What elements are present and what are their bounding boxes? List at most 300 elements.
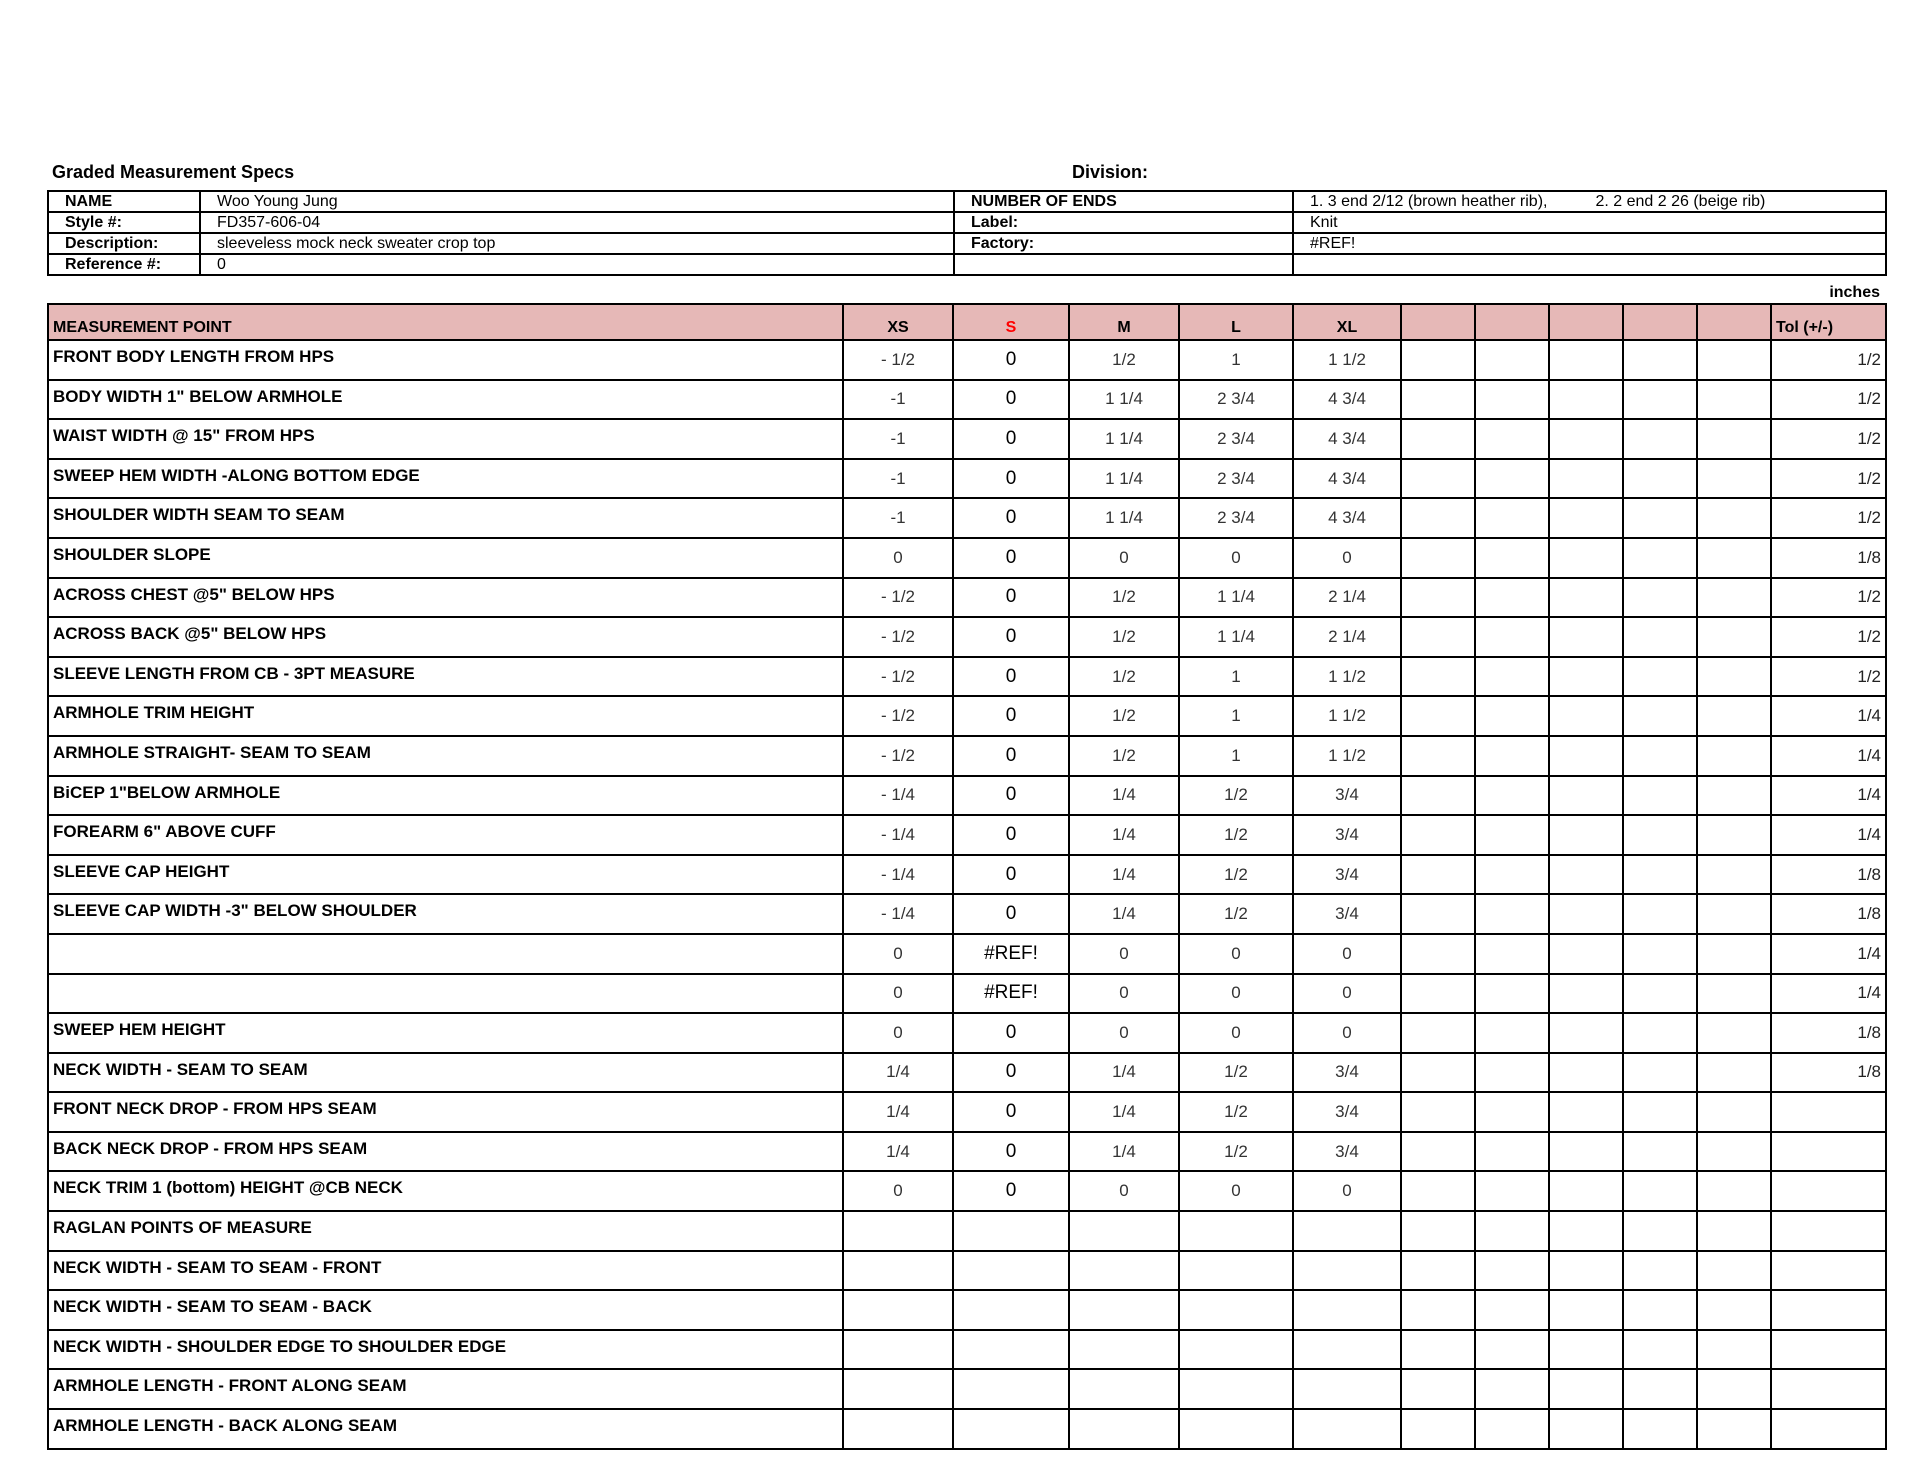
empty-cell[interactable] [1401, 459, 1475, 499]
size-value-cell[interactable] [953, 1369, 1069, 1409]
empty-cell[interactable] [1549, 1053, 1623, 1093]
empty-cell[interactable] [1623, 1171, 1697, 1211]
measurement-point-name[interactable]: NECK WIDTH - SEAM TO SEAM - BACK [48, 1290, 843, 1330]
empty-cell[interactable] [1623, 1053, 1697, 1093]
empty-cell[interactable] [1549, 736, 1623, 776]
size-value-cell[interactable]: 0 [1069, 1013, 1179, 1053]
empty-cell[interactable] [1475, 578, 1549, 618]
empty-cell[interactable] [1475, 815, 1549, 855]
empty-cell[interactable] [1549, 459, 1623, 499]
measurement-point-name[interactable]: FOREARM 6" ABOVE CUFF [48, 815, 843, 855]
empty-cell[interactable] [1697, 459, 1771, 499]
empty-cell[interactable] [1623, 498, 1697, 538]
empty-cell[interactable] [1549, 1290, 1623, 1330]
size-value-cell[interactable]: -1 [843, 459, 953, 499]
empty-cell[interactable] [1697, 578, 1771, 618]
empty-cell[interactable] [1623, 340, 1697, 380]
empty-cell[interactable] [1401, 1211, 1475, 1251]
empty-cell[interactable] [1549, 1013, 1623, 1053]
measurement-point-name[interactable]: SLEEVE CAP HEIGHT [48, 855, 843, 895]
empty-cell[interactable] [1475, 1211, 1549, 1251]
size-value-cell[interactable]: 1 1/2 [1293, 736, 1401, 776]
size-value-cell[interactable]: #REF! [953, 974, 1069, 1014]
size-value-cell[interactable]: - 1/4 [843, 776, 953, 816]
name-value[interactable]: Woo Young Jung [200, 191, 954, 212]
size-value-cell[interactable] [953, 1211, 1069, 1251]
tolerance-cell[interactable]: 1/8 [1771, 894, 1886, 934]
empty-cell[interactable] [1549, 1211, 1623, 1251]
empty-cell[interactable] [1401, 815, 1475, 855]
size-value-cell[interactable]: 0 [843, 1171, 953, 1211]
size-value-cell[interactable]: 2 3/4 [1179, 498, 1293, 538]
size-value-cell[interactable] [1069, 1211, 1179, 1251]
empty-cell[interactable] [1697, 380, 1771, 420]
empty-cell[interactable] [1623, 1251, 1697, 1291]
size-value-cell[interactable]: 1/4 [1069, 815, 1179, 855]
empty-cell[interactable] [1401, 1251, 1475, 1291]
empty-cell[interactable] [1623, 657, 1697, 697]
size-value-cell[interactable]: 0 [1179, 1171, 1293, 1211]
tolerance-cell[interactable]: 1/4 [1771, 736, 1886, 776]
empty-cell[interactable] [1475, 1290, 1549, 1330]
size-value-cell[interactable]: 1/2 [1179, 1132, 1293, 1172]
ends-value[interactable] [1293, 191, 1886, 212]
size-value-cell[interactable] [953, 1290, 1069, 1330]
empty-cell[interactable] [1623, 380, 1697, 420]
empty-cell[interactable] [1401, 736, 1475, 776]
size-value-cell[interactable]: 1 [1179, 657, 1293, 697]
empty-cell[interactable] [1697, 657, 1771, 697]
empty-cell[interactable] [1623, 1290, 1697, 1330]
empty-cell[interactable] [1293, 254, 1886, 275]
empty-cell[interactable] [1401, 498, 1475, 538]
empty-cell[interactable] [1549, 974, 1623, 1014]
size-value-cell[interactable]: 4 3/4 [1293, 459, 1401, 499]
size-value-cell[interactable]: 0 [1069, 1171, 1179, 1211]
tolerance-cell[interactable] [1771, 1132, 1886, 1172]
tolerance-cell[interactable] [1771, 1409, 1886, 1449]
size-value-cell[interactable]: 0 [953, 1013, 1069, 1053]
tolerance-cell[interactable]: 1/4 [1771, 815, 1886, 855]
empty-cell[interactable] [1475, 696, 1549, 736]
size-value-cell[interactable]: 0 [953, 340, 1069, 380]
size-value-cell[interactable]: 1/2 [1069, 578, 1179, 618]
size-value-cell[interactable]: 1 1/4 [1179, 617, 1293, 657]
size-value-cell[interactable]: 3/4 [1293, 894, 1401, 934]
empty-cell[interactable] [1697, 1053, 1771, 1093]
empty-cell[interactable] [1475, 974, 1549, 1014]
size-value-cell[interactable]: 0 [843, 1013, 953, 1053]
size-value-cell[interactable] [1179, 1211, 1293, 1251]
empty-cell[interactable] [1549, 894, 1623, 934]
measurement-point-name[interactable]: NECK WIDTH - SHOULDER EDGE TO SHOULDER EDGE [48, 1330, 843, 1370]
empty-cell[interactable] [1401, 1290, 1475, 1330]
size-value-cell[interactable] [843, 1251, 953, 1291]
empty-cell[interactable] [1475, 459, 1549, 499]
empty-cell[interactable] [1475, 1251, 1549, 1291]
reference-value[interactable]: 0 [200, 254, 954, 275]
tolerance-cell[interactable]: 1/2 [1771, 419, 1886, 459]
measurement-point-name[interactable]: SHOULDER SLOPE [48, 538, 843, 578]
measurement-point-name[interactable]: SWEEP HEM HEIGHT [48, 1013, 843, 1053]
empty-cell[interactable] [1549, 1092, 1623, 1132]
empty-cell[interactable] [1697, 617, 1771, 657]
size-value-cell[interactable]: 1/4 [1069, 1053, 1179, 1093]
tolerance-cell[interactable] [1771, 1211, 1886, 1251]
size-value-cell[interactable]: 1/2 [1069, 340, 1179, 380]
size-value-cell[interactable]: 1/2 [1179, 855, 1293, 895]
tolerance-cell[interactable]: 1/8 [1771, 1053, 1886, 1093]
empty-cell[interactable] [1401, 1013, 1475, 1053]
tolerance-cell[interactable] [1771, 1369, 1886, 1409]
size-value-cell[interactable]: 3/4 [1293, 1092, 1401, 1132]
size-value-cell[interactable]: 1/4 [843, 1092, 953, 1132]
empty-cell[interactable] [954, 254, 1293, 275]
size-value-cell[interactable]: 1 1/4 [1069, 459, 1179, 499]
measurement-point-name[interactable]: ARMHOLE LENGTH - BACK ALONG SEAM [48, 1409, 843, 1449]
empty-cell[interactable] [1401, 380, 1475, 420]
empty-cell[interactable] [1697, 974, 1771, 1014]
tolerance-cell[interactable]: 1/8 [1771, 538, 1886, 578]
empty-cell[interactable] [1401, 538, 1475, 578]
measurement-point-name[interactable]: SLEEVE LENGTH FROM CB - 3PT MEASURE [48, 657, 843, 697]
size-value-cell[interactable]: 3/4 [1293, 1053, 1401, 1093]
empty-cell[interactable] [1401, 1053, 1475, 1093]
empty-cell[interactable] [1697, 1171, 1771, 1211]
empty-cell[interactable] [1697, 498, 1771, 538]
size-value-cell[interactable]: 1/2 [1179, 1092, 1293, 1132]
measurement-point-name[interactable]: FRONT BODY LENGTH FROM HPS [48, 340, 843, 380]
tolerance-cell[interactable]: 1/4 [1771, 974, 1886, 1014]
measurement-point-name[interactable]: SHOULDER WIDTH SEAM TO SEAM [48, 498, 843, 538]
size-value-cell[interactable]: 1/2 [1069, 736, 1179, 776]
factory-value[interactable]: #REF! [1293, 233, 1886, 254]
size-value-cell[interactable]: 0 [953, 1092, 1069, 1132]
empty-cell[interactable] [1623, 1132, 1697, 1172]
empty-cell[interactable] [1623, 894, 1697, 934]
size-value-cell[interactable]: 0 [953, 1053, 1069, 1093]
size-value-cell[interactable]: 1/2 [1069, 657, 1179, 697]
size-value-cell[interactable] [1293, 1211, 1401, 1251]
empty-cell[interactable] [1475, 776, 1549, 816]
empty-cell[interactable] [1623, 696, 1697, 736]
size-value-cell[interactable]: 1 [1179, 340, 1293, 380]
empty-cell[interactable] [1549, 815, 1623, 855]
size-value-cell[interactable]: 0 [953, 498, 1069, 538]
size-value-cell[interactable]: 0 [953, 459, 1069, 499]
empty-cell[interactable] [1549, 1171, 1623, 1211]
size-value-cell[interactable] [843, 1290, 953, 1330]
empty-cell[interactable] [1623, 736, 1697, 776]
tolerance-cell[interactable] [1771, 1251, 1886, 1291]
measurement-point-name[interactable]: NECK TRIM 1 (bottom) HEIGHT @CB NECK [48, 1171, 843, 1211]
size-value-cell[interactable]: 0 [1069, 538, 1179, 578]
size-value-cell[interactable] [1069, 1369, 1179, 1409]
size-value-cell[interactable]: 0 [953, 1132, 1069, 1172]
size-value-cell[interactable]: #REF! [953, 934, 1069, 974]
size-value-cell[interactable]: 0 [953, 815, 1069, 855]
label-value[interactable]: Knit [1293, 212, 1886, 233]
empty-cell[interactable] [1475, 1171, 1549, 1211]
empty-cell[interactable] [1697, 1013, 1771, 1053]
empty-cell[interactable] [1475, 657, 1549, 697]
empty-cell[interactable] [1697, 1409, 1771, 1449]
empty-cell[interactable] [1623, 815, 1697, 855]
size-value-cell[interactable]: 0 [1179, 974, 1293, 1014]
tolerance-cell[interactable] [1771, 1330, 1886, 1370]
size-value-cell[interactable]: 3/4 [1293, 855, 1401, 895]
empty-cell[interactable] [1475, 498, 1549, 538]
size-value-cell[interactable]: 1 1/2 [1293, 696, 1401, 736]
empty-cell[interactable] [1475, 419, 1549, 459]
empty-cell[interactable] [1475, 1409, 1549, 1449]
empty-cell[interactable] [1623, 459, 1697, 499]
size-value-cell[interactable]: 1 1/2 [1293, 657, 1401, 697]
empty-cell[interactable] [1549, 934, 1623, 974]
empty-cell[interactable] [1475, 538, 1549, 578]
empty-cell[interactable] [1549, 1251, 1623, 1291]
empty-cell[interactable] [1401, 1171, 1475, 1211]
tolerance-cell[interactable]: 1/2 [1771, 459, 1886, 499]
measurement-point-name[interactable]: BACK NECK DROP - FROM HPS SEAM [48, 1132, 843, 1172]
empty-cell[interactable] [1623, 855, 1697, 895]
size-value-cell[interactable]: -1 [843, 380, 953, 420]
size-value-cell[interactable]: 0 [953, 657, 1069, 697]
size-value-cell[interactable] [1069, 1251, 1179, 1291]
size-value-cell[interactable] [843, 1211, 953, 1251]
empty-cell[interactable] [1475, 855, 1549, 895]
size-value-cell[interactable]: 1/4 [1069, 855, 1179, 895]
empty-cell[interactable] [1475, 736, 1549, 776]
size-value-cell[interactable]: 0 [1069, 934, 1179, 974]
empty-cell[interactable] [1475, 617, 1549, 657]
measurement-point-name[interactable]: SWEEP HEM WIDTH -ALONG BOTTOM EDGE [48, 459, 843, 499]
measurement-point-name[interactable]: BODY WIDTH 1" BELOW ARMHOLE [48, 380, 843, 420]
empty-cell[interactable] [1475, 934, 1549, 974]
empty-cell[interactable] [1401, 974, 1475, 1014]
size-value-cell[interactable]: 0 [843, 538, 953, 578]
size-value-cell[interactable] [1179, 1369, 1293, 1409]
empty-cell[interactable] [1623, 1211, 1697, 1251]
empty-cell[interactable] [1549, 1132, 1623, 1172]
size-value-cell[interactable]: 0 [1293, 974, 1401, 1014]
size-value-cell[interactable] [843, 1369, 953, 1409]
empty-cell[interactable] [1697, 736, 1771, 776]
size-value-cell[interactable] [1293, 1251, 1401, 1291]
size-value-cell[interactable]: 1 [1179, 736, 1293, 776]
empty-cell[interactable] [1697, 894, 1771, 934]
tolerance-cell[interactable]: 1/4 [1771, 776, 1886, 816]
size-value-cell[interactable]: 1/2 [1069, 696, 1179, 736]
size-value-cell[interactable]: 1/2 [1179, 776, 1293, 816]
empty-cell[interactable] [1623, 578, 1697, 618]
size-value-cell[interactable]: - 1/2 [843, 736, 953, 776]
measurement-point-name[interactable]: ACROSS BACK @5" BELOW HPS [48, 617, 843, 657]
empty-cell[interactable] [1697, 538, 1771, 578]
size-value-cell[interactable]: 1/4 [1069, 776, 1179, 816]
size-value-cell[interactable]: 1/4 [843, 1053, 953, 1093]
empty-cell[interactable] [1475, 380, 1549, 420]
size-value-cell[interactable]: 1 1/2 [1293, 340, 1401, 380]
empty-cell[interactable] [1623, 974, 1697, 1014]
empty-cell[interactable] [1401, 340, 1475, 380]
size-value-cell[interactable]: 0 [1293, 934, 1401, 974]
size-value-cell[interactable]: 1 1/4 [1069, 498, 1179, 538]
style-value[interactable]: FD357-606-04 [200, 212, 954, 233]
empty-cell[interactable] [1623, 1330, 1697, 1370]
size-value-cell[interactable] [953, 1409, 1069, 1449]
size-value-cell[interactable]: 2 1/4 [1293, 617, 1401, 657]
size-value-cell[interactable] [1293, 1330, 1401, 1370]
size-value-cell[interactable]: 2 3/4 [1179, 459, 1293, 499]
size-value-cell[interactable]: 0 [953, 776, 1069, 816]
size-value-cell[interactable] [1179, 1290, 1293, 1330]
size-value-cell[interactable] [1293, 1409, 1401, 1449]
empty-cell[interactable] [1475, 894, 1549, 934]
size-value-cell[interactable]: 0 [1069, 974, 1179, 1014]
size-value-cell[interactable]: - 1/4 [843, 894, 953, 934]
size-value-cell[interactable]: 0 [953, 578, 1069, 618]
size-value-cell[interactable]: 1/4 [1069, 1092, 1179, 1132]
size-value-cell[interactable]: -1 [843, 419, 953, 459]
empty-cell[interactable] [1401, 1369, 1475, 1409]
measurement-point-name[interactable]: SLEEVE CAP WIDTH -3" BELOW SHOULDER [48, 894, 843, 934]
size-value-cell[interactable]: 1 [1179, 696, 1293, 736]
size-value-cell[interactable]: 3/4 [1293, 815, 1401, 855]
empty-cell[interactable] [1623, 776, 1697, 816]
empty-cell[interactable] [1549, 617, 1623, 657]
empty-cell[interactable] [1549, 696, 1623, 736]
measurement-point-name[interactable]: ARMHOLE TRIM HEIGHT [48, 696, 843, 736]
empty-cell[interactable] [1475, 1092, 1549, 1132]
size-value-cell[interactable]: 1 1/4 [1179, 578, 1293, 618]
empty-cell[interactable] [1475, 1053, 1549, 1093]
size-value-cell[interactable]: 0 [953, 736, 1069, 776]
empty-cell[interactable] [1549, 855, 1623, 895]
size-value-cell[interactable] [1179, 1409, 1293, 1449]
empty-cell[interactable] [1697, 1251, 1771, 1291]
empty-cell[interactable] [1549, 657, 1623, 697]
empty-cell[interactable] [1623, 934, 1697, 974]
measurement-point-name[interactable]: RAGLAN POINTS OF MEASURE [48, 1211, 843, 1251]
empty-cell[interactable] [1697, 1290, 1771, 1330]
tolerance-cell[interactable]: 1/2 [1771, 617, 1886, 657]
empty-cell[interactable] [1697, 1132, 1771, 1172]
empty-cell[interactable] [1475, 1330, 1549, 1370]
measurement-point-name[interactable]: WAIST WIDTH @ 15" FROM HPS [48, 419, 843, 459]
size-value-cell[interactable]: 1 1/4 [1069, 419, 1179, 459]
size-value-cell[interactable]: 0 [953, 894, 1069, 934]
tolerance-cell[interactable]: 1/2 [1771, 498, 1886, 538]
size-value-cell[interactable] [1069, 1409, 1179, 1449]
tolerance-cell[interactable]: 1/2 [1771, 340, 1886, 380]
empty-cell[interactable] [1401, 1132, 1475, 1172]
size-value-cell[interactable] [953, 1251, 1069, 1291]
size-value-cell[interactable] [843, 1409, 953, 1449]
size-value-cell[interactable] [1179, 1330, 1293, 1370]
size-value-cell[interactable]: 0 [1179, 538, 1293, 578]
size-value-cell[interactable]: 0 [843, 974, 953, 1014]
measurement-point-name[interactable]: NECK WIDTH - SEAM TO SEAM [48, 1053, 843, 1093]
size-value-cell[interactable]: 4 3/4 [1293, 380, 1401, 420]
empty-cell[interactable] [1623, 617, 1697, 657]
empty-cell[interactable] [1475, 1013, 1549, 1053]
empty-cell[interactable] [1401, 1330, 1475, 1370]
empty-cell[interactable] [1697, 419, 1771, 459]
size-value-cell[interactable]: 0 [953, 419, 1069, 459]
size-value-cell[interactable]: 1 1/4 [1069, 380, 1179, 420]
size-value-cell[interactable]: 2 1/4 [1293, 578, 1401, 618]
empty-cell[interactable] [1475, 1132, 1549, 1172]
empty-cell[interactable] [1697, 1369, 1771, 1409]
size-value-cell[interactable]: - 1/2 [843, 696, 953, 736]
size-value-cell[interactable]: - 1/4 [843, 815, 953, 855]
size-value-cell[interactable]: - 1/2 [843, 617, 953, 657]
size-value-cell[interactable]: 2 3/4 [1179, 419, 1293, 459]
size-value-cell[interactable]: 0 [953, 538, 1069, 578]
size-value-cell[interactable]: 1/2 [1069, 617, 1179, 657]
empty-cell[interactable] [1697, 696, 1771, 736]
empty-cell[interactable] [1401, 1409, 1475, 1449]
size-value-cell[interactable]: 0 [953, 380, 1069, 420]
size-value-cell[interactable]: 3/4 [1293, 776, 1401, 816]
empty-cell[interactable] [1401, 934, 1475, 974]
tolerance-cell[interactable]: 1/2 [1771, 578, 1886, 618]
empty-cell[interactable] [1401, 617, 1475, 657]
size-value-cell[interactable]: 0 [1293, 1013, 1401, 1053]
tolerance-cell[interactable]: 1/4 [1771, 696, 1886, 736]
measurement-point-name[interactable]: ARMHOLE LENGTH - FRONT ALONG SEAM [48, 1369, 843, 1409]
tolerance-cell[interactable]: 1/8 [1771, 1013, 1886, 1053]
empty-cell[interactable] [1697, 934, 1771, 974]
tolerance-cell[interactable]: 1/8 [1771, 855, 1886, 895]
measurement-point-name[interactable]: ARMHOLE STRAIGHT- SEAM TO SEAM [48, 736, 843, 776]
empty-cell[interactable] [1401, 696, 1475, 736]
empty-cell[interactable] [1549, 340, 1623, 380]
empty-cell[interactable] [1549, 1409, 1623, 1449]
measurement-point-name[interactable] [48, 974, 843, 1014]
size-value-cell[interactable]: 1/2 [1179, 894, 1293, 934]
empty-cell[interactable] [1475, 1369, 1549, 1409]
empty-cell[interactable] [1697, 1211, 1771, 1251]
measurement-point-name[interactable]: ACROSS CHEST @5" BELOW HPS [48, 578, 843, 618]
empty-cell[interactable] [1697, 776, 1771, 816]
size-value-cell[interactable]: 0 [843, 934, 953, 974]
empty-cell[interactable] [1549, 776, 1623, 816]
size-value-cell[interactable]: -1 [843, 498, 953, 538]
size-value-cell[interactable] [1179, 1251, 1293, 1291]
size-value-cell[interactable] [1293, 1290, 1401, 1330]
tolerance-cell[interactable] [1771, 1092, 1886, 1132]
tolerance-cell[interactable]: 1/2 [1771, 380, 1886, 420]
empty-cell[interactable] [1549, 1330, 1623, 1370]
size-value-cell[interactable]: 4 3/4 [1293, 419, 1401, 459]
empty-cell[interactable] [1623, 1013, 1697, 1053]
empty-cell[interactable] [1549, 419, 1623, 459]
size-value-cell[interactable] [953, 1330, 1069, 1370]
size-value-cell[interactable]: - 1/4 [843, 855, 953, 895]
empty-cell[interactable] [1401, 776, 1475, 816]
size-value-cell[interactable]: 0 [953, 855, 1069, 895]
empty-cell[interactable] [1401, 419, 1475, 459]
size-value-cell[interactable]: - 1/2 [843, 578, 953, 618]
empty-cell[interactable] [1623, 1092, 1697, 1132]
empty-cell[interactable] [1623, 1369, 1697, 1409]
tolerance-cell[interactable] [1771, 1290, 1886, 1330]
empty-cell[interactable] [1401, 657, 1475, 697]
empty-cell[interactable] [1401, 1092, 1475, 1132]
measurement-point-name[interactable] [48, 934, 843, 974]
